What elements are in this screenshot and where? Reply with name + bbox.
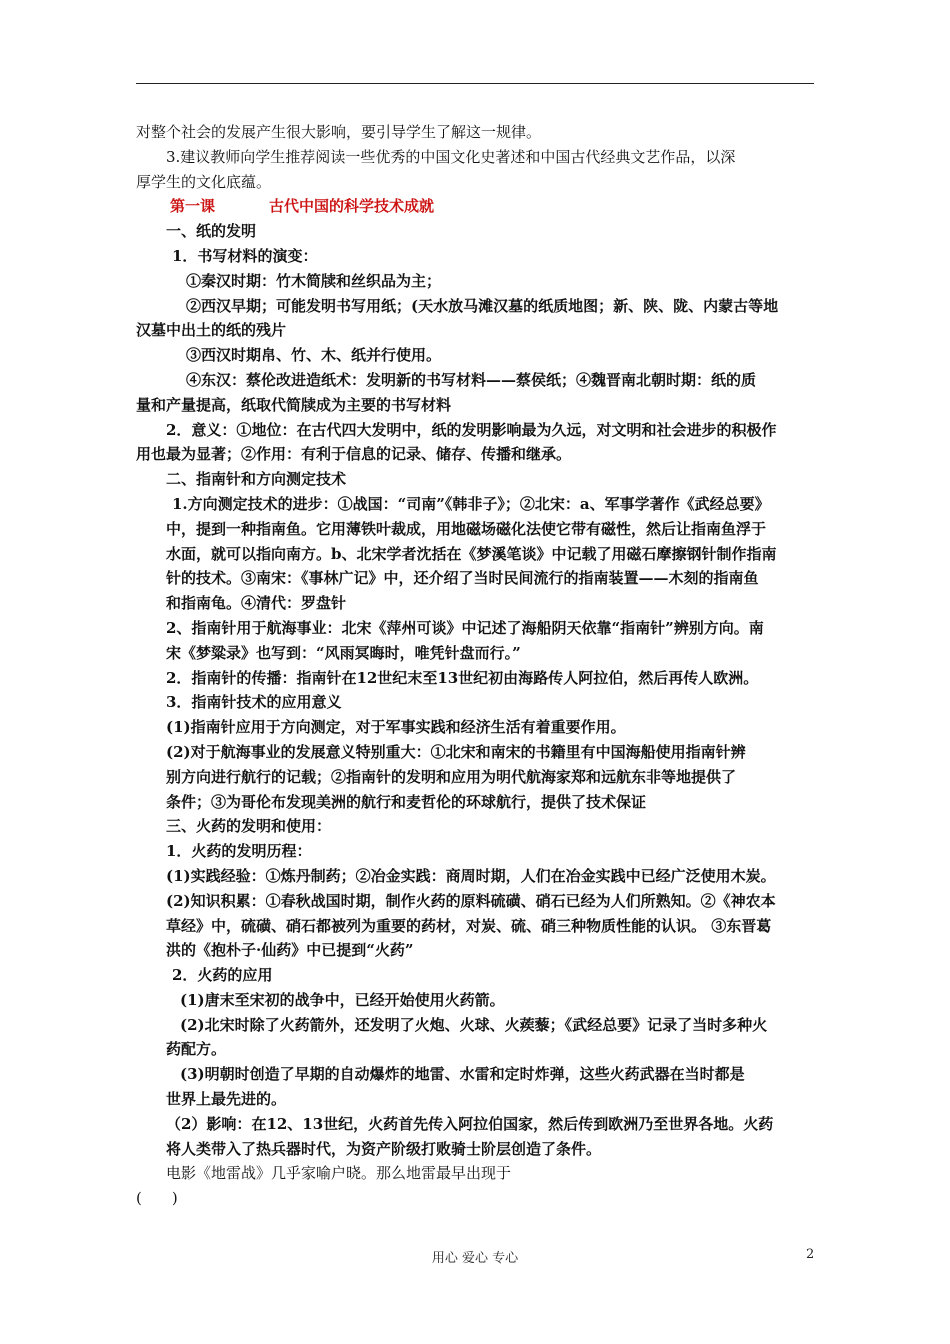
body-line: 洪的《抱朴子·仙药》中已提到“火药”: [166, 941, 414, 960]
subsection-heading: 1．火药的发明历程：: [166, 842, 312, 861]
section-heading: 二、指南针和方向测定技术: [166, 470, 347, 489]
body-line: 宋《梦粱录》也写到：“风雨冥晦时，唯凭针盘而行。”: [166, 643, 521, 662]
body-line: 针的技术。③南宋：《事林广记》中，还介绍了当时民间流行的指南装置——木刻的指南鱼: [166, 569, 759, 588]
body-line: 将人类带入了热兵器时代，为资产阶级打败骑士阶层创造了条件。: [166, 1139, 602, 1158]
body-line: （2）影响：在12、13世纪，火药首先传入阿拉伯国家，然后传到欧洲乃至世界各地。火药: [166, 1114, 774, 1133]
page-number: 2: [806, 1247, 815, 1262]
answer-blank: ( ): [136, 1189, 178, 1208]
body-line: 2．意义：①地位：在古代四大发明中，纸的发明影响最为久远，对文明和社会进步的积极作: [166, 420, 777, 439]
body-line: 3.建议教师向学生推荐阅读一些优秀的中国文化史著述和中国古代经典文艺作品，以深: [166, 147, 736, 166]
body-line: 用也最为显著；②作用：有利于信息的记录、储存、传播和继承。: [136, 445, 572, 464]
subsection-heading: 2．火药的应用: [172, 966, 273, 985]
section-heading: 一、纸的发明: [166, 222, 257, 241]
body-line: 汉墓中出土的纸的残片: [136, 321, 287, 340]
body-line: 量和产量提高，纸取代简牍成为主要的书写材料: [136, 395, 452, 414]
body-line: 1.方向测定技术的进步：①战国：“司南”《韩非子》；②北宋：a、军事学著作《武经总要》: [172, 494, 770, 513]
body-line: (2)对于航海事业的发展意义特别重大：①北宋和南宋的书籍里有中国海船使用指南针辨: [166, 742, 746, 761]
body-line: 对整个社会的发展产生很大影响，要引导学生了解这一规律。: [136, 123, 542, 141]
subsection-heading: 1．书写材料的演变：: [172, 246, 318, 265]
body-line: (1)实践经验：①炼丹制药；②冶金实践：商周时期，人们在冶金实践中已经广泛使用木炭。: [166, 866, 776, 885]
body-line: 和指南龟。④清代：罗盘针: [166, 594, 347, 613]
subsection-heading: 3．指南针技术的应用意义: [166, 693, 342, 712]
lesson-name: 古代中国的科学技术成就: [269, 197, 435, 216]
body-line: 别方向进行航行的记载；②指南针的发明和应用为明代航海家郑和远航东非等地提供了: [166, 767, 737, 786]
body-line: 厚学生的文化底蕴。: [136, 172, 272, 191]
body-line: 药配方。: [166, 1040, 227, 1059]
body-line: 2．指南针的传播：指南针在12世纪末至13世纪初由海路传人阿拉伯，然后再传人欧洲。: [166, 668, 759, 687]
header-rule: [136, 83, 814, 84]
page-body: [136, 120, 816, 1211]
body-line: ③西汉时期帛、竹、木、纸并行使用。: [186, 346, 442, 365]
body-line: 2、指南针用于航海事业：北宋《萍州可谈》中记述了海船阴天依靠“指南针”辨别方向。南: [166, 618, 764, 637]
body-line: 世界上最先进的。: [166, 1090, 287, 1109]
body-line: (2)北宋时除了火药箭外，还发明了火炮、火球、火蒺藜；《武经总要》记录了当时多种火: [180, 1015, 768, 1034]
body-line: 中，提到一种指南鱼。它用薄铁叶裁成，用地磁场磁化法使它带有磁性，然后让指南鱼浮于: [166, 519, 767, 538]
body-line: 条件；③为哥伦布发现美洲的航行和麦哲伦的环球航行，提供了技术保证: [166, 792, 647, 811]
body-line: ①秦汉时期：竹木简牍和丝织品为主；: [186, 271, 442, 290]
body-line: (2)知识积累：①春秋战国时期，制作火药的原料硫磺、硝石已经为人们所熟知。②《神农本: [166, 891, 776, 910]
body-line: 水面，就可以指向南方。b、北宋学者沈括在《梦溪笔谈》中记载了用磁石摩擦钢针制作指南: [166, 544, 777, 563]
lesson-title: [136, 194, 816, 219]
footer-motto: 用心 爱心 专心: [431, 1251, 519, 1266]
body-line: ④东汉：蔡伦改进造纸术：发明新的书写材料——蔡侯纸；④魏晋南北朝时期：纸的质: [186, 370, 757, 389]
lesson-number: 第一课: [170, 197, 216, 216]
body-line: 草经》中，硫磺、硝石都被列为重要的药材，对炭、硫、硝三种物质性能的认识。 ③东晋葛: [166, 916, 772, 935]
body-line: ②西汉早期；可能发明书写用纸；(天水放马滩汉墓的纸质地图；新、陕、陇、内蒙古等地: [186, 296, 779, 315]
body-line: (1)唐末至宋初的战争中，已经开始使用火药箭。: [180, 990, 505, 1009]
question-line: 电影《地雷战》几乎家喻户晓。那么地雷最早出现于: [166, 1164, 512, 1183]
section-heading: 三、火药的发明和使用：: [166, 817, 332, 836]
body-line: (3)明朝时创造了早期的自动爆炸的地雷、水雷和定时炸弹，这些火药武器在当时都是: [180, 1065, 745, 1084]
body-line: (1)指南针应用于方向测定，对于军事实践和经济生活有着重要作用。: [166, 718, 626, 737]
